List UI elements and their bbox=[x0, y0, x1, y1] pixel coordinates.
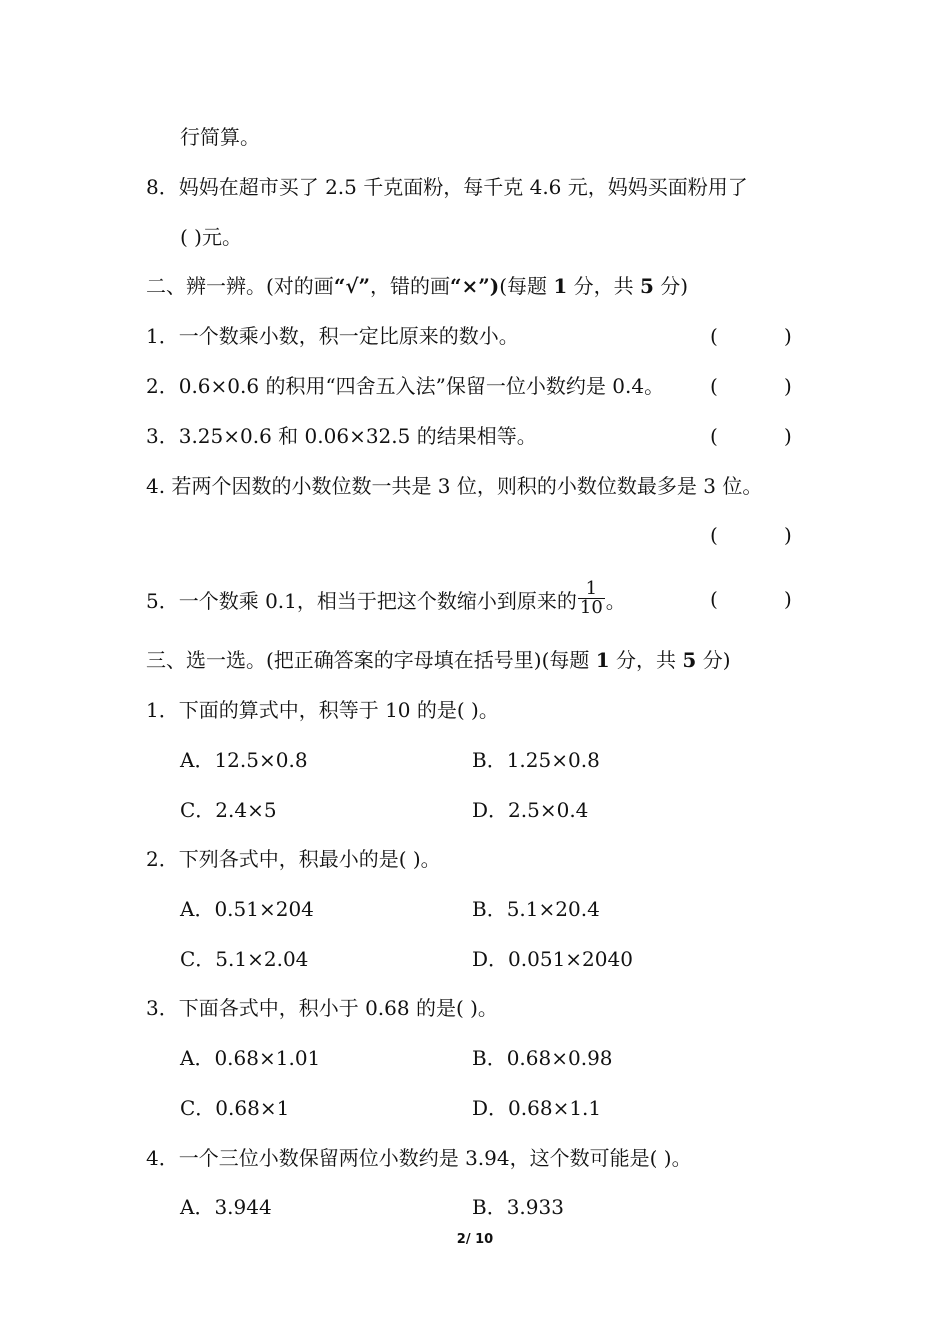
fraction-one-tenth bbox=[578, 580, 605, 617]
choice-2-option-d[interactable]: D．0.051×2040 bbox=[472, 947, 633, 971]
section-2-mark-correct: “√” bbox=[333, 274, 370, 298]
section-3-score-b: 分，共 bbox=[609, 648, 683, 672]
choice-4-option-b[interactable]: B．3.933 bbox=[472, 1195, 564, 1219]
judge-5-answer-close: ) bbox=[784, 587, 792, 611]
judge-5-text: 5．一个数乘 0.1，相当于把这个数缩小到原来的 bbox=[146, 589, 577, 613]
section-3-title: 三、选一选。(把正确答案的字母填在括号里) bbox=[146, 648, 542, 672]
page-number: 2/ 10 bbox=[456, 1232, 494, 1247]
section-2-title: 二、辨一辨。(对的画 bbox=[146, 274, 334, 298]
choice-1-option-b[interactable]: B．1.25×0.8 bbox=[472, 748, 600, 772]
section-3-heading bbox=[146, 647, 731, 673]
judge-5-end: 。 bbox=[605, 589, 626, 613]
q8-line2: ( )元。 bbox=[180, 225, 242, 249]
choice-1-option-d[interactable]: D．2.5×0.4 bbox=[472, 798, 589, 822]
judge-item-2: 2．0.6×0.6 的积用“四舍五入法”保留一位小数约是 0.4。 bbox=[146, 374, 665, 398]
judge-3-answer-open[interactable]: ( bbox=[710, 424, 718, 448]
fraction-denominator: 10 bbox=[579, 597, 603, 618]
section-2-score-each: 1 bbox=[553, 274, 568, 298]
section-2-score-a: (每题 bbox=[499, 274, 554, 298]
section-3-score-each: 1 bbox=[595, 648, 610, 672]
judge-5-answer-open[interactable]: ( bbox=[710, 587, 718, 611]
judge-4-answer-open[interactable]: ( bbox=[710, 523, 718, 547]
judge-1-answer-open[interactable]: ( bbox=[710, 324, 718, 348]
choice-3-option-b[interactable]: B．0.68×0.98 bbox=[472, 1046, 613, 1070]
q7-tail: 行简算。 bbox=[180, 125, 260, 149]
judge-2-answer-open[interactable]: ( bbox=[710, 374, 718, 398]
judge-2-answer-close: ) bbox=[784, 374, 792, 398]
judge-item-3: 3．3.25×0.6 和 0.06×32.5 的结果相等。 bbox=[146, 424, 537, 448]
q8-line1: 8．妈妈在超市买了 2.5 千克面粉，每千克 4.6 元，妈妈买面粉用了 bbox=[146, 175, 748, 199]
section-2-score-c: 分) bbox=[653, 274, 689, 298]
judge-item-4: 4. 若两个因数的小数位数一共是 3 位，则积的小数位数最多是 3 位。 bbox=[146, 474, 763, 498]
section-2-text: ，错的画 bbox=[369, 274, 450, 298]
section-2-score-b: 分，共 bbox=[567, 274, 641, 298]
judge-item-1: 1．一个数乘小数，积一定比原来的数小。 bbox=[146, 324, 519, 348]
choice-question-2: 2．下列各式中，积最小的是( )。 bbox=[146, 847, 441, 871]
choice-1-option-a[interactable]: A．12.5×0.8 bbox=[180, 748, 308, 772]
choice-3-option-d[interactable]: D．0.68×1.1 bbox=[472, 1096, 602, 1120]
choice-1-option-c[interactable]: C．2.4×5 bbox=[180, 798, 277, 822]
choice-4-option-a[interactable]: A．3.944 bbox=[180, 1195, 272, 1219]
judge-item-5 bbox=[146, 578, 626, 621]
section-3-score-a: (每题 bbox=[541, 648, 596, 672]
choice-2-option-c[interactable]: C．5.1×2.04 bbox=[180, 947, 309, 971]
choice-3-option-a[interactable]: A．0.68×1.01 bbox=[180, 1046, 321, 1070]
choice-question-3: 3．下面各式中，积小于 0.68 的是( )。 bbox=[146, 996, 498, 1020]
judge-1-answer-close: ) bbox=[784, 324, 792, 348]
judge-3-answer-close: ) bbox=[784, 424, 792, 448]
choice-2-option-b[interactable]: B．5.1×20.4 bbox=[472, 897, 600, 921]
section-2-mark-wrong: “×”) bbox=[449, 274, 500, 298]
section-3-score-c: 分) bbox=[696, 648, 731, 672]
choice-2-option-a[interactable]: A．0.51×204 bbox=[180, 897, 314, 921]
choice-question-4: 4．一个三位小数保留两位小数约是 3.94，这个数可能是( )。 bbox=[146, 1146, 692, 1170]
section-2-heading bbox=[146, 273, 688, 299]
judge-4-answer-close: ) bbox=[784, 523, 792, 547]
choice-question-1: 1．下面的算式中，积等于 10 的是( )。 bbox=[146, 698, 499, 722]
section-3-score-total: 5 bbox=[682, 648, 697, 672]
choice-3-option-c[interactable]: C．0.68×1 bbox=[180, 1096, 290, 1120]
section-2-score-total: 5 bbox=[640, 274, 654, 298]
fraction-numerator: 1 bbox=[578, 580, 605, 599]
